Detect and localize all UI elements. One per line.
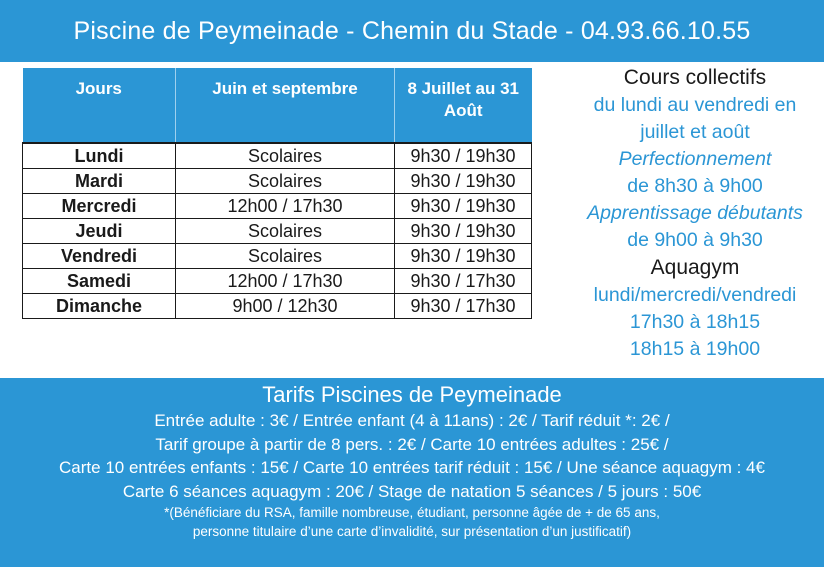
tarif-footnote-2: personne titulaire d’une carte d’invalidité, sur présentation d’un justificatif) <box>192 524 632 539</box>
table-row <box>23 143 532 169</box>
table-row <box>23 169 532 194</box>
beginner-label: Apprentissage débutants <box>587 202 803 224</box>
tarif-line: Entrée adulte : 3€ / Entrée enfant (4 à 11ans) : 2€ / Tarif réduit *: 2€ / <box>154 411 670 430</box>
day-cell: Mercredi <box>23 194 176 219</box>
table-row <box>23 294 532 319</box>
tarif-footnote-1: *(Bénéficiare du RSA, famille nombreuse, étudiant, personne âgée de + de 65 ans, <box>164 505 660 520</box>
summer-cell: 9h30 / 17h30 <box>395 294 532 319</box>
schedule-header-row <box>23 68 532 143</box>
summer-cell: 9h30 / 19h30 <box>395 244 532 269</box>
table-row <box>23 244 532 269</box>
courses-panel <box>566 64 824 363</box>
day-cell: Jeudi <box>23 219 176 244</box>
june-sept-cell: 12h00 / 17h30 <box>176 194 395 219</box>
aquagym-days: lundi/mercredi/vendredi <box>593 284 797 306</box>
table-row <box>23 219 532 244</box>
day-cell: Mardi <box>23 169 176 194</box>
courses-period-line-1: du lundi au vendredi en <box>593 94 797 116</box>
june-sept-cell: Scolaires <box>176 143 395 169</box>
beginner-time: de 9h00 à 9h30 <box>627 229 763 251</box>
col-header-summer: 8 Juillet au 31 Août <box>395 68 532 143</box>
table-row <box>23 194 532 219</box>
summer-cell: 9h30 / 19h30 <box>395 194 532 219</box>
courses-title: Cours collectifs <box>623 66 767 89</box>
day-cell: Samedi <box>23 269 176 294</box>
summer-cell: 9h30 / 17h30 <box>395 269 532 294</box>
perfectionnement-label: Perfectionnement <box>618 148 772 170</box>
june-sept-cell: 9h00 / 12h30 <box>176 294 395 319</box>
col-header-june-sept: Juin et septembre <box>176 68 395 143</box>
aquagym-time-2: 18h15 à 19h00 <box>629 338 761 360</box>
june-sept-cell: 12h00 / 17h30 <box>176 269 395 294</box>
table-row <box>23 269 532 294</box>
tarif-line: Carte 6 séances aquagym : 20€ / Stage de natation 5 séances / 5 jours : 50€ <box>122 481 702 501</box>
perfectionnement-time: de 8h30 à 9h00 <box>627 175 763 197</box>
tarif-line: Tarif groupe à partir de 8 pers. : 2€ / Carte 10 entrées adultes : 25€ / <box>155 434 669 454</box>
col-header-days: Jours <box>23 68 176 143</box>
header-title: Piscine de Peymeinade - Chemin du Stade - 04.93.66.10.55 <box>73 16 751 45</box>
aquagym-title: Aquagym <box>650 256 740 279</box>
june-sept-cell: Scolaires <box>176 244 395 269</box>
header-banner <box>0 0 824 62</box>
summer-cell: 9h30 / 19h30 <box>395 219 532 244</box>
day-cell: Dimanche <box>23 294 176 319</box>
aquagym-time-1: 17h30 à 18h15 <box>629 311 761 333</box>
day-cell: Lundi <box>23 143 176 169</box>
june-sept-cell: Scolaires <box>176 219 395 244</box>
tarif-line: Carte 10 entrées enfants : 15€ / Carte 10 entrées tarif réduit : 15€ / Une séance aquagym : 4€ <box>59 458 765 477</box>
june-sept-cell: Scolaires <box>176 169 395 194</box>
courses-period-line-2: juillet et août <box>640 121 750 143</box>
summer-cell: 9h30 / 19h30 <box>395 143 532 169</box>
day-cell: Vendredi <box>23 244 176 269</box>
tarifs-panel <box>0 378 824 567</box>
tarifs-title: Tarifs Piscines de Peymeinade <box>262 382 562 407</box>
summer-cell: 9h30 / 19h30 <box>395 169 532 194</box>
schedule-table <box>22 68 532 319</box>
